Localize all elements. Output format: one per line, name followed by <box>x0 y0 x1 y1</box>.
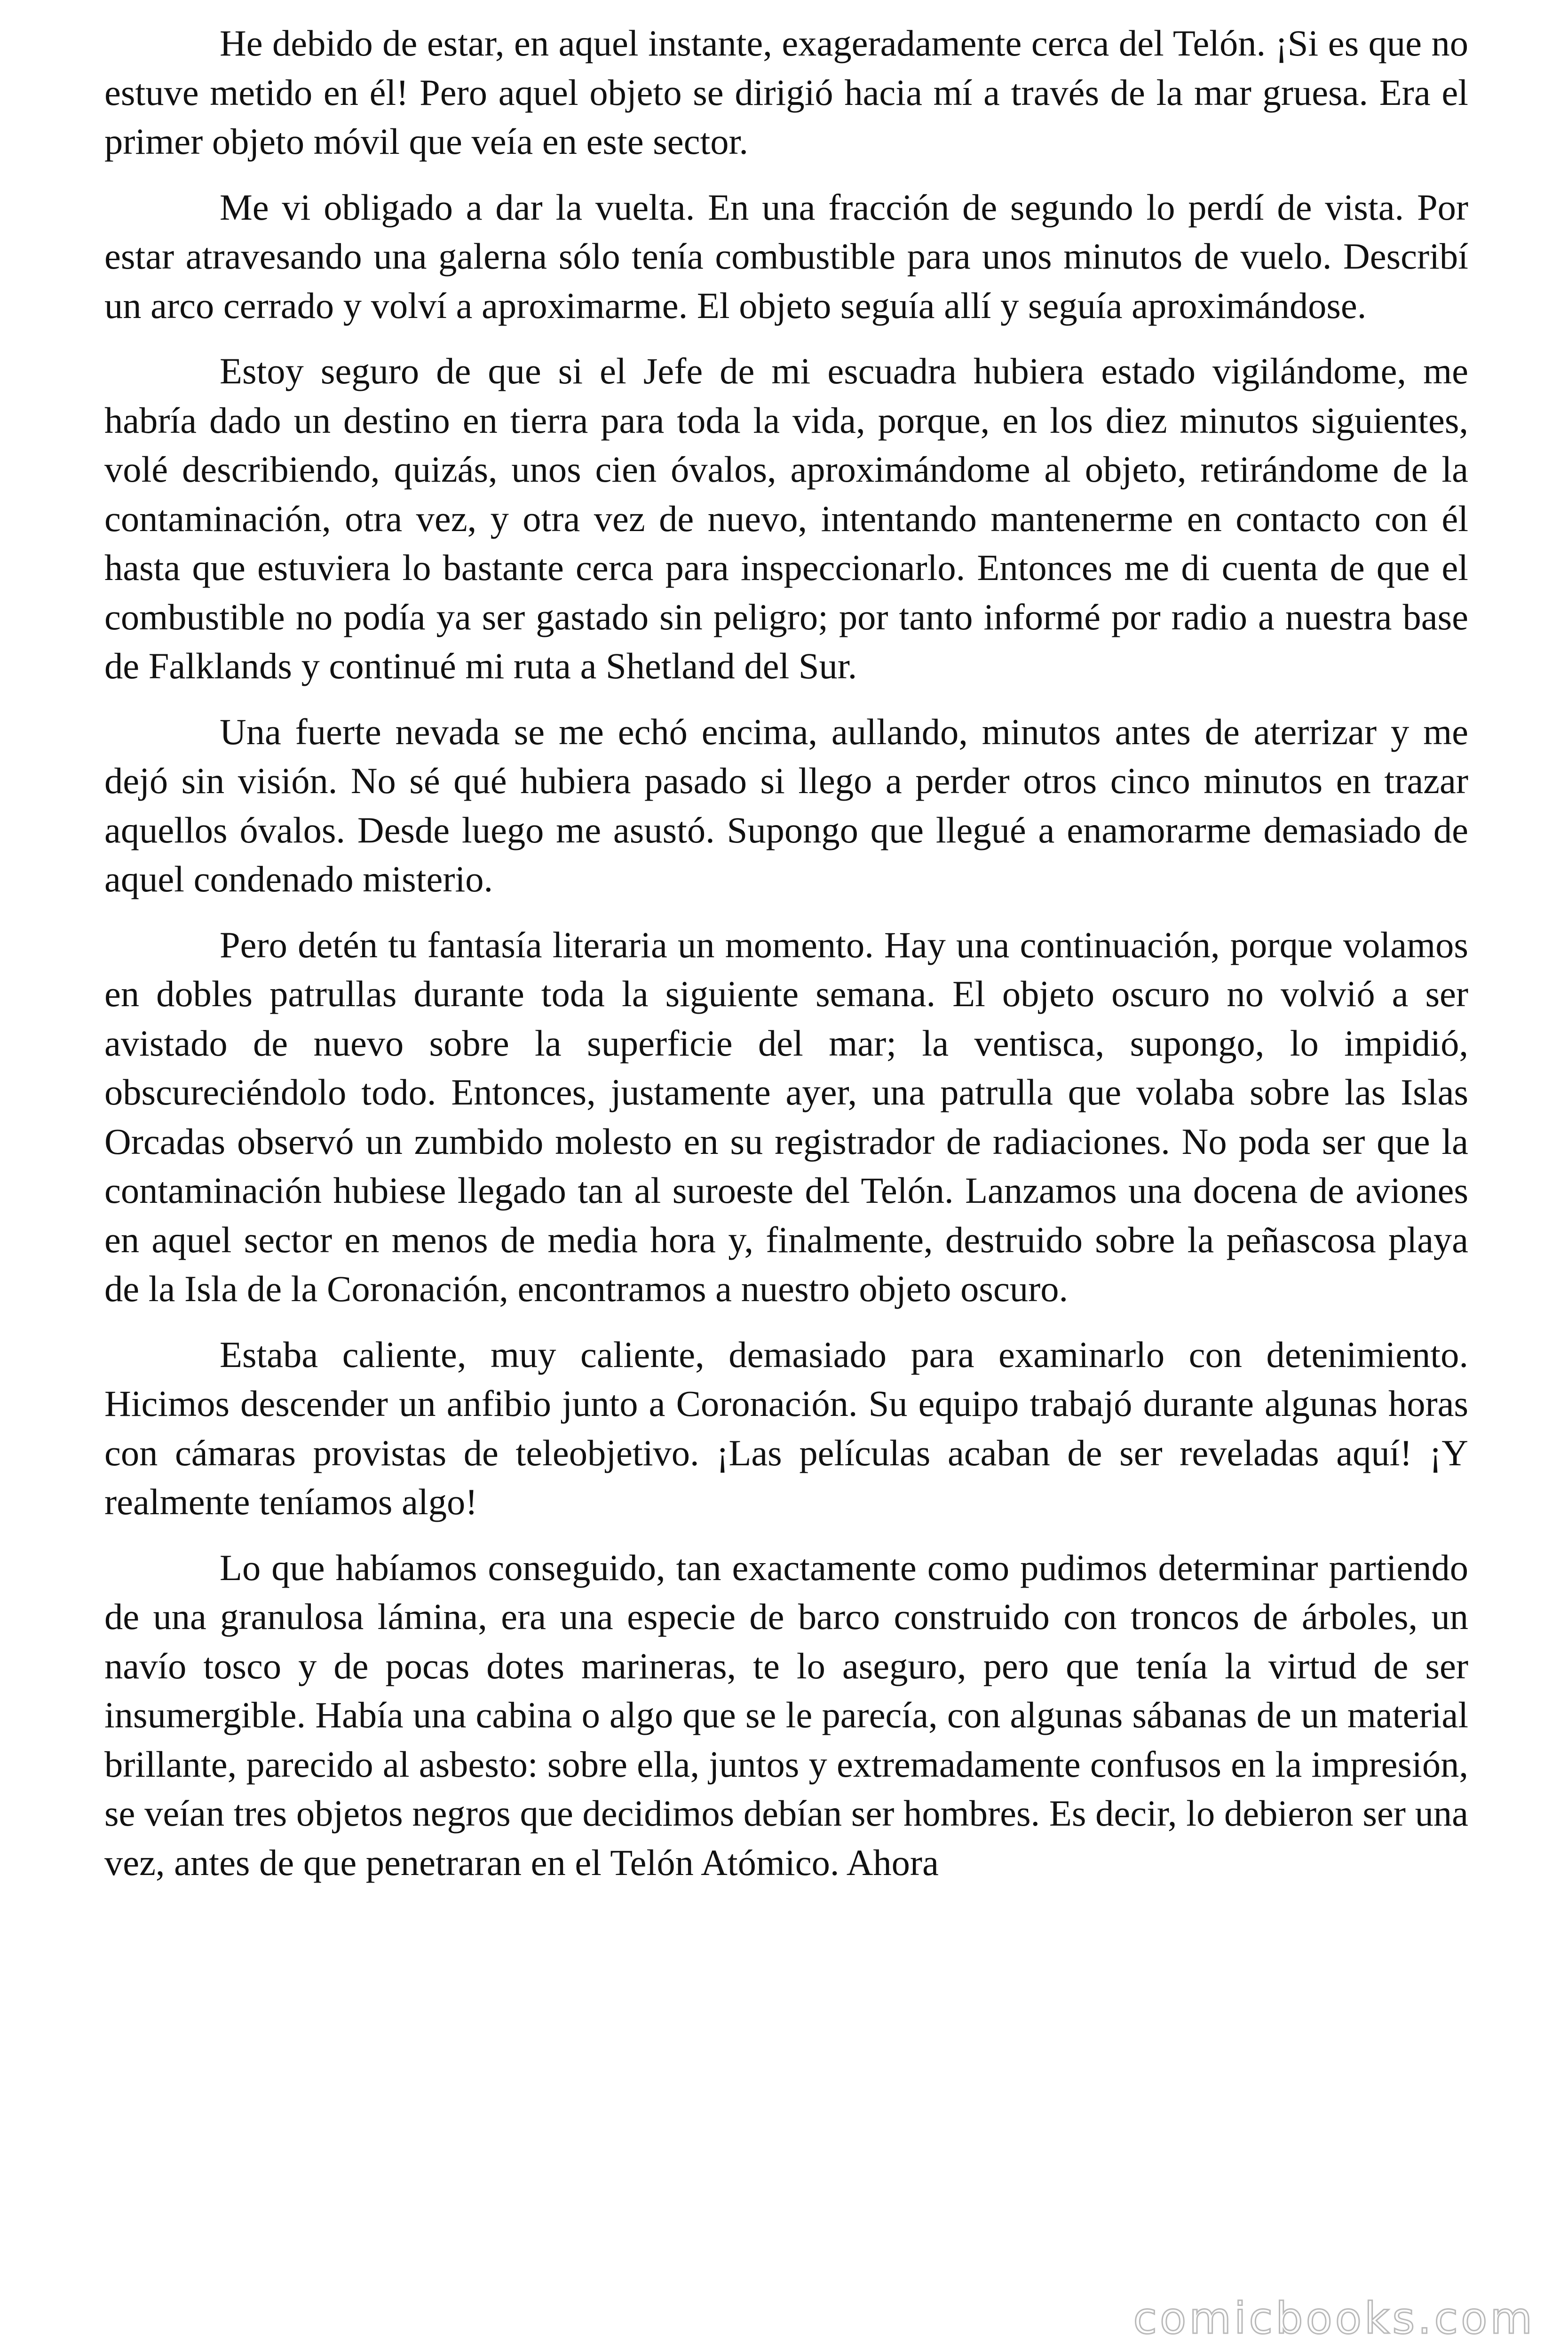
watermark: comicbooks.com <box>1133 2293 1535 2344</box>
page-body <box>104 19 1468 2314</box>
paragraph-4: Una fuerte nevada se me echó encima, aullando, minutos antes de aterrizar y me dejó sin visión. No sé qué hubiera pasado si llego a perder otros cinco minutos en trazar aquellos óvalos. Desde luego me asustó. Supongo que llegué a enamorarme demasiado de aquel condenado misterio. <box>104 711 1468 899</box>
paragraph-1: He debido de estar, en aquel instante, exageradamente cerca del Telón. ¡Si es que no estuve metido en él! Pero aquel objeto se dirigió hacia mí a través de la mar gruesa. Era el primer objeto móvil que veía en este sector. <box>104 23 1468 162</box>
paragraph-3: Estoy seguro de que si el Jefe de mi escuadra hubiera estado vigilándome, me habría dado un destino en tierra para toda la vida, porque, en los diez minutos siguientes, volé describiendo, quizás, unos cien óvalos, aproximándome al objeto, retirándome de la contaminación, otra vez, y otra vez de nuevo, intentando mantenerme en contacto con él hasta que estuviera lo bastante cerca para inspeccionarlo. Entonces me di cuenta de que el combustible no podía ya ser gastado sin peligro; por tanto informé por radio a nuestra base de Falklands y continué mi ruta a Shetland del Sur. <box>104 350 1468 686</box>
paragraph-2: Me vi obligado a dar la vuelta. En una fracción de segundo lo perdí de vista. Por estar atravesando una galerna sólo tenía combustible para unos minutos de vuelo. Describí un arco cerrado y volví a aproximarme. El objeto seguía allí y seguía aproximándose. <box>104 186 1468 326</box>
paragraph-7: Lo que habíamos conseguido, tan exactamente como pudimos determinar partiendo de una granulosa lámina, era una especie de barco construido con troncos de árboles, un navío tosco y de pocas dotes marineras, te lo aseguro, pero que tenía la virtud de ser insumergible. Había una cabina o algo que se le parecía, con algunas sábanas de un material brillante, parecido al asbesto: sobre ella, juntos y extremadamente confusos en la impresión, se veían tres objetos negros que decidimos debían ser hombres. Es decir, lo debieron ser una vez, antes de que penetraran en el Telón Atómico. Ahora <box>104 1547 1468 1883</box>
paragraph-5: Pero detén tu fantasía literaria un momento. Hay una continuación, porque volamos en dobles patrullas durante toda la siguiente semana. El objeto oscuro no volvió a ser avistado de nuevo sobre la superficie del mar; la ventisca, supongo, lo impidió, obscureciéndolo todo. Entonces, justamente ayer, una patrulla que volaba sobre las Islas Orcadas observó un zumbido molesto en su registrador de radiaciones. No poda ser que la contaminación hubiese llegado tan al suroeste del Telón. Lanzamos una docena de aviones en aquel sector en menos de media hora y, finalmente, destruido sobre la peñascosa playa de la Isla de la Coronación, encontramos a nuestro objeto oscuro. <box>104 924 1468 1309</box>
paragraph-6: Estaba caliente, muy caliente, demasiado para examinarlo con detenimiento. Hicimos descender un anfibio junto a Coronación. Su equipo trabajó durante algunas horas con cámaras provistas de teleobjetivo. ¡Las películas acaban de ser reveladas aquí! ¡Y realmente teníamos algo! <box>104 1334 1468 1522</box>
